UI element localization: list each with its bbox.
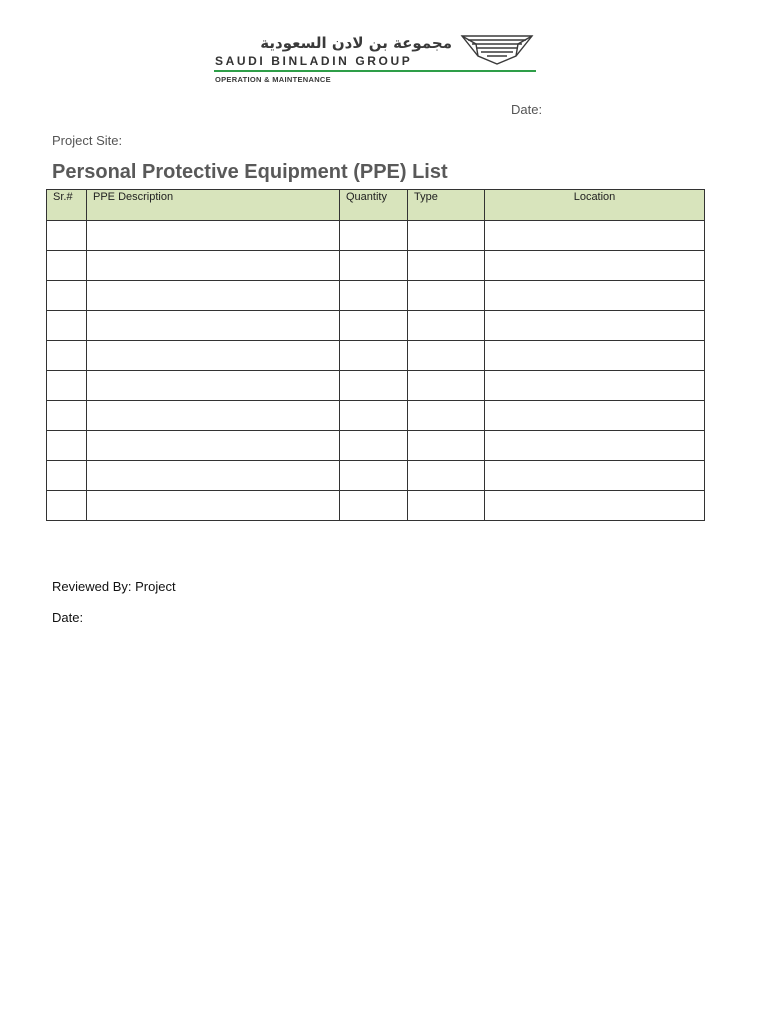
reviewed-by-label: Reviewed By: Project [52,579,176,594]
cell-description[interactable] [87,401,340,431]
date-label-bottom: Date: [52,610,84,625]
cell-type[interactable] [408,371,485,401]
cell-type[interactable] [408,431,485,461]
logo-division: OPERATION & MAINTENANCE [215,75,331,84]
cell-sr[interactable] [47,371,87,401]
column-header-description: PPE Description [87,190,340,221]
company-logo [212,30,538,86]
cell-description[interactable] [87,311,340,341]
cell-description[interactable] [87,461,340,491]
table-header-row [47,190,705,221]
cell-location[interactable] [485,371,705,401]
table-row [47,491,705,521]
project-site-label: Project Site: [52,133,123,148]
table-row [47,371,705,401]
logo-arabic-text: مجموعة بن لادن السعودية [260,34,452,52]
cell-type[interactable] [408,221,485,251]
table-row [47,341,705,371]
cell-description[interactable] [87,491,340,521]
cell-quantity[interactable] [340,221,408,251]
cell-description[interactable] [87,281,340,311]
table-row [47,401,705,431]
cell-type[interactable] [408,341,485,371]
cell-sr[interactable] [47,461,87,491]
cell-type[interactable] [408,401,485,431]
ppe-table [46,189,705,521]
cell-location[interactable] [485,401,705,431]
date-label-top: Date: [511,102,543,117]
cell-sr[interactable] [47,341,87,371]
cell-sr[interactable] [47,221,87,251]
cell-description[interactable] [87,341,340,371]
table-row [47,461,705,491]
page-title: Personal Protective Equipment (PPE) List [52,161,448,183]
cell-quantity[interactable] [340,251,408,281]
cell-quantity[interactable] [340,281,408,311]
cell-sr[interactable] [47,311,87,341]
cell-sr[interactable] [47,281,87,311]
table-row [47,221,705,251]
cell-type[interactable] [408,461,485,491]
cell-description[interactable] [87,251,340,281]
table-row [47,281,705,311]
cell-description[interactable] [87,371,340,401]
cell-quantity[interactable] [340,371,408,401]
cell-type[interactable] [408,251,485,281]
column-header-quantity: Quantity [340,190,408,221]
cell-sr[interactable] [47,491,87,521]
cell-quantity[interactable] [340,311,408,341]
cell-location[interactable] [485,491,705,521]
cell-type[interactable] [408,311,485,341]
cell-description[interactable] [87,221,340,251]
cell-sr[interactable] [47,401,87,431]
cell-description[interactable] [87,431,340,461]
cell-location[interactable] [485,281,705,311]
cell-sr[interactable] [47,431,87,461]
cell-quantity[interactable] [340,401,408,431]
cell-quantity[interactable] [340,491,408,521]
column-header-sr: Sr.# [47,190,87,221]
table-row [47,431,705,461]
cell-location[interactable] [485,431,705,461]
logo-divider [214,70,536,72]
column-header-type: Type [408,190,485,221]
cell-location[interactable] [485,341,705,371]
table-body [47,221,705,521]
cell-location[interactable] [485,311,705,341]
cell-location[interactable] [485,251,705,281]
cell-quantity[interactable] [340,341,408,371]
cell-sr[interactable] [47,251,87,281]
table-row [47,311,705,341]
logo-english-name: SAUDI BINLADIN GROUP [215,54,413,68]
table-row [47,251,705,281]
column-header-location: Location [485,190,705,221]
cell-type[interactable] [408,281,485,311]
cell-quantity[interactable] [340,461,408,491]
cell-location[interactable] [485,221,705,251]
cell-type[interactable] [408,491,485,521]
cell-location[interactable] [485,461,705,491]
cell-quantity[interactable] [340,431,408,461]
logo-emblem-icon [460,32,534,66]
